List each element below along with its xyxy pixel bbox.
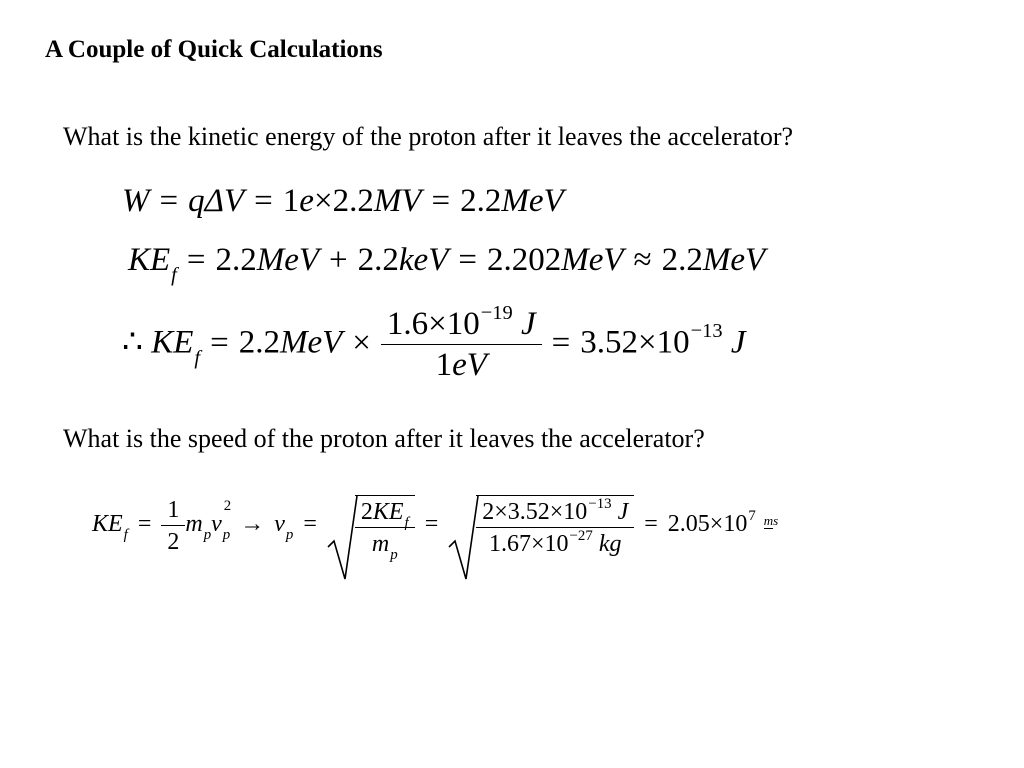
square-root-symbolic: $\frac{2KE_f}{m_p}$ xyxy=(327,495,415,556)
conversion-fraction: $\frac{1.6\times 10^{-19} J}{1eV}$ xyxy=(381,308,542,382)
half-fraction: $\frac{1}{2}$ xyxy=(161,498,185,554)
question-kinetic-energy: What is the kinetic energy of the proton after it leaves the accelerator? xyxy=(63,122,794,151)
meters-per-second-unit: ms xyxy=(763,513,779,529)
equation-final-kinetic-energy: $KE_f = 2.2MeV + 2.2keV = 2.202MeV \approx 2.2MeV$ xyxy=(128,242,766,287)
equation-energy-in-joules: ∴ $KE_f = 2.2MeV$ × $\frac{1.6\times 10^{-19} J}{1eV}$ = $3.52\times 10^{-13}$ J xyxy=(122,301,746,383)
question-speed: What is the speed of the proton after it leaves the accelerator? xyxy=(63,424,705,453)
equation-speed: $KE_f$ = $\frac{1}{2}$ $m_pv$ 2 $_p \to v_p$ = $\frac{2KE_f}{m_p}$ = $\frac{2\times 3.52\times 10^{-13} J}{1.67\times 10^{-27} kg}$ = $2.05\times 10^7$ ms xyxy=(92,495,778,556)
square-root-numeric: $\frac{2\times 3.52\times 10^{-13} J}{1.67\times 10^{-27} kg}$ xyxy=(448,495,634,556)
equation-work: W = qΔV = 1e×2.2MV = 2.2MeV xyxy=(122,183,564,219)
slide-title: A Couple of Quick Calculations xyxy=(45,36,383,63)
